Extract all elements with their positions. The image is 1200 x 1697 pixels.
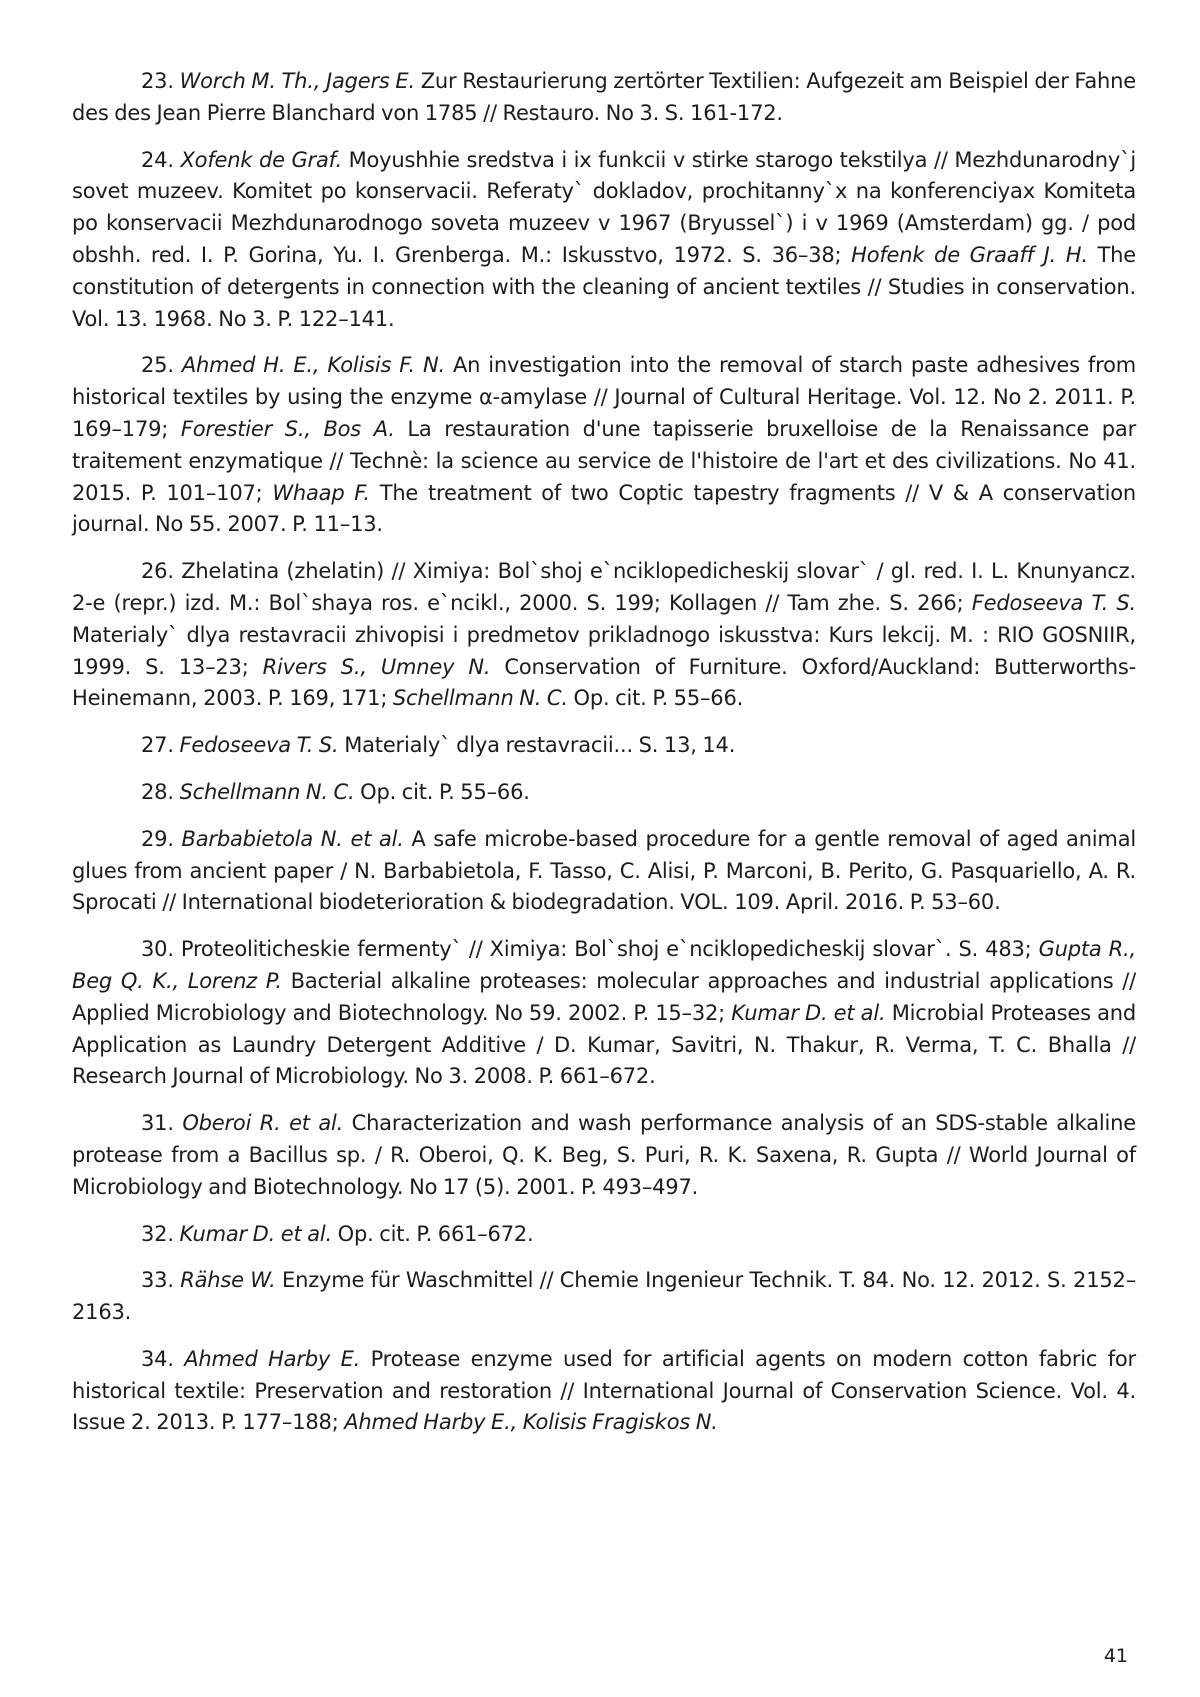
reference-text: The constitution of detergents in connection with the cleaning of ancient textiles // Studies in conservation. Vol. 13. 1968. No 3. P. 122–141. bbox=[72, 242, 1136, 331]
reference-text: Materialy` dlya restavracii zhivopisi i predmetov prikladnogo iskusstva: Kurs lekcij. M. : RIO GOSNIIR, 1999. S. 13–23; bbox=[72, 622, 1136, 679]
reference-author: Worch M. Th., Jagers E. bbox=[179, 69, 415, 93]
reference-author: Kumar D. et al. bbox=[179, 1221, 332, 1246]
reference-number: 27. bbox=[141, 733, 174, 758]
reference-number: 26. bbox=[141, 559, 174, 584]
reference-number: 28. bbox=[141, 779, 174, 804]
reference-author: Schellmann N. C. bbox=[179, 779, 355, 804]
reference-author: Rähse W. bbox=[180, 1268, 276, 1293]
reference-item bbox=[72, 145, 1136, 336]
reference-text: Enzyme für Waschmittel // Chemie Ingenieur Technik. T. 84. No. 12. 2012. S. 2152–2163. bbox=[72, 1268, 1136, 1325]
reference-item bbox=[72, 730, 1136, 762]
reference-number: 32. bbox=[141, 1221, 174, 1246]
reference-text: Microbial Proteases and Application as Laundry Detergent Additive / D. Kumar, Savitri, N. Thakur, R. Verma, T. C. Bhalla // Research Journal of Microbiology. No 3. 2008. P. 661–672. bbox=[72, 1000, 1136, 1089]
reference-item bbox=[72, 1265, 1136, 1329]
reference-text: The treatment of two Coptic tapestry fragments // V & A conservation journal. No 55. 2007. P. 11–13. bbox=[72, 480, 1137, 537]
page-number: 41 bbox=[1103, 1645, 1128, 1667]
reference-number: 30. bbox=[141, 937, 174, 962]
reference-text: Bacterial alkaline proteases: molecular approaches and industrial applications // Applied Microbiology and Biotechnology. No 59. 2002. P. 15–32; bbox=[72, 968, 1136, 1025]
reference-item bbox=[72, 1108, 1136, 1203]
reference-text: Protease enzyme used for artificial agents on modern cotton fabric for historical textile: Preservation and restoration // International Journal of Conservation Science. Vol. 4. Issue 2. 2013. P. 177–188; bbox=[72, 1346, 1136, 1435]
reference-text: Op. cit. P. 55–66. bbox=[567, 686, 744, 711]
reference-list bbox=[72, 66, 1136, 1454]
reference-author: Hofenk de Graaff J. H. bbox=[851, 242, 1088, 267]
reference-author: Xofenk de Graf. bbox=[180, 147, 342, 172]
reference-text: A safe microbe-based procedure for a gentle removal of aged animal glues from ancient paper / N. Barbabietola, F. Tasso, C. Alisi, P. Marconi, B. Perito, G. Pasquariello, A. R. Sprocati // International biodeterioration & biodegradation. VOL. 109. April. 2016. P. 53–60. bbox=[72, 826, 1136, 915]
reference-author: Ahmed H. E., Kolisis F. N. bbox=[181, 353, 445, 378]
reference-text: Materialy` dlya restavracii... S. 13, 14. bbox=[338, 733, 736, 758]
reference-number: 25. bbox=[141, 353, 174, 378]
reference-text: Zhelatina (zhelatin) // Ximiya: Bol`shoj e`nciklopedicheskij slovar` / gl. red. I. L. Knunyancz. 2-e (repr.) izd. M.: Bol`shaya ros. e`ncikl., 2000. S. 199; Kollagen // Tam zhe. S. 266; bbox=[72, 559, 1136, 615]
reference-text: Zur Restaurierung zertörter Textilien: Aufgezeit am Beispiel der Fahne des des Jean Pierre Blanchard von 1785 // Restauro. No 3. S. 161-172. bbox=[72, 69, 1136, 125]
reference-number: 34. bbox=[141, 1346, 174, 1371]
reference-author: Fedoseeva T. S. bbox=[971, 590, 1136, 615]
reference-text: La restauration d'une tapisserie bruxelloise de la Renaissance par traitement enzymatique // Technè: la science au service de l'histoire de l'art et des civilizations. No 41. 2015. P. 101–107; bbox=[72, 416, 1136, 505]
reference-number: 31. bbox=[141, 1111, 174, 1136]
reference-number: 23. bbox=[141, 69, 174, 93]
reference-text: Characterization and wash performance analysis of an SDS-stable alkaline protease from a Bacillus sp. / R. Oberoi, Q. K. Beg, S. Puri, R. K. Saxena, R. Gupta // World Journal of Microbiology and Biotechnology. No 17 (5). 2001. P. 493–497. bbox=[72, 1111, 1136, 1199]
reference-item bbox=[72, 934, 1136, 1093]
reference-item bbox=[72, 1219, 1136, 1251]
reference-author: Whaap F. bbox=[272, 480, 370, 505]
reference-author: Kumar D. et al. bbox=[731, 1000, 886, 1025]
reference-item bbox=[72, 350, 1136, 541]
reference-text: Proteoliticheskie fermenty` // Ximiya: Bol`shoj e`nciklopedicheskij slovar`. S. 483; bbox=[173, 937, 1039, 962]
reference-number: 24. bbox=[141, 147, 174, 172]
reference-author: Oberoi R. et al. bbox=[182, 1111, 344, 1136]
reference-author: Ahmed Harby E., Kolisis Fragiskos N. bbox=[344, 1410, 718, 1435]
reference-author: Forestier S., Bos A. bbox=[180, 416, 395, 441]
reference-author: Rivers S., Umney N. bbox=[262, 654, 491, 679]
reference-text: Conservation of Furniture. Oxford/Auckland: Butterworths-Heinemann, 2003. P. 169, 171; bbox=[72, 654, 1136, 711]
reference-item bbox=[72, 1344, 1136, 1439]
reference-author: Fedoseeva T. S. bbox=[179, 733, 339, 758]
reference-item bbox=[72, 777, 1136, 809]
reference-text: Op. cit. P. 55–66. bbox=[354, 779, 530, 804]
reference-item bbox=[72, 824, 1136, 919]
reference-author: Barbabietola N. et al. bbox=[181, 826, 404, 851]
reference-number: 33. bbox=[141, 1268, 174, 1293]
reference-text: Op. cit. P. 661–672. bbox=[331, 1221, 534, 1246]
reference-text: Moyushhie sredstva i ix funkcii v stirke starogo tekstilya // Mezhdunarodny`j sovet muzeev. Komitet po konservacii. Referaty` dokladov, prochitanny`x na konferenciyax Komiteta po konservacii Mezhdunarodnogo soveta muzeev v 1967 (Bryussel`) i v 1969 (Amsterdam) gg. / pod obshh. red. I. P. Gorina, Yu. I. Grenberga. M.: Iskusstvo, 1972. S. 36–38; bbox=[72, 147, 1136, 267]
reference-text: An investigation into the removal of starch paste adhesives from historical textiles by using the enzyme α-amylase // Journal of Cultural Heritage. Vol. 12. No 2. 2011. P. 169–179; bbox=[72, 353, 1136, 441]
reference-number: 29. bbox=[141, 826, 174, 851]
reference-item bbox=[72, 66, 1136, 130]
reference-item bbox=[72, 556, 1136, 715]
reference-author: Schellmann N. C. bbox=[392, 686, 568, 711]
reference-author: Ahmed Harby E. bbox=[184, 1346, 361, 1371]
reference-author: Gupta R., Beg Q. K., Lorenz P. bbox=[72, 937, 1136, 993]
